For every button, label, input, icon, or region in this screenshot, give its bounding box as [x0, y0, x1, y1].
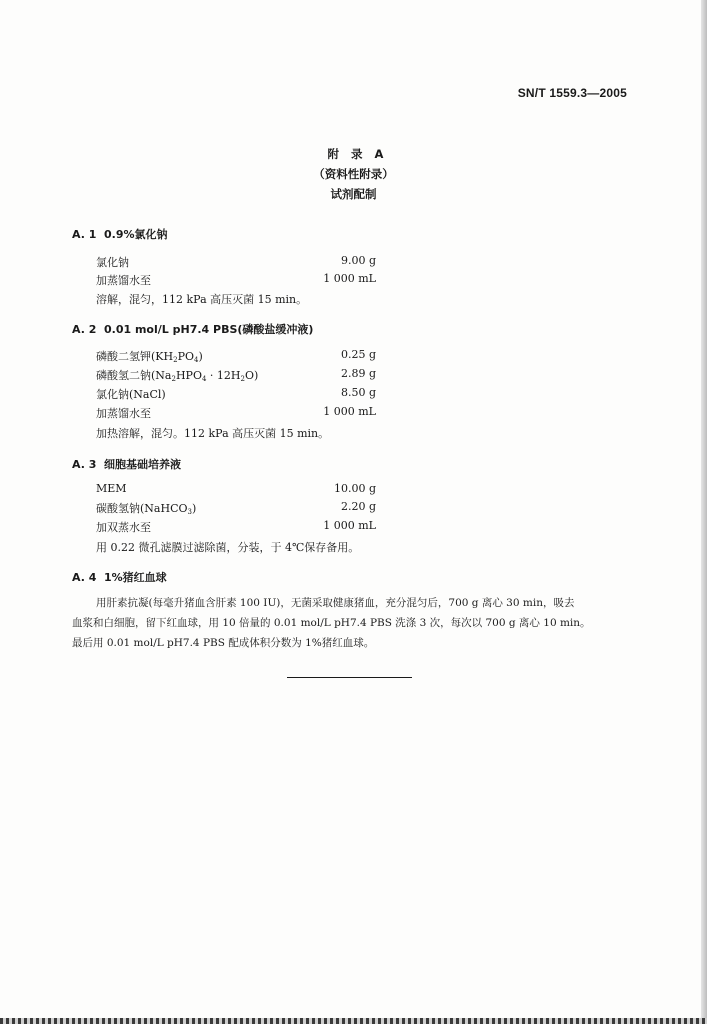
- scan-edge-bottom: [0, 1018, 707, 1024]
- end-rule: [287, 677, 412, 678]
- reagent-name: MEM: [96, 482, 127, 495]
- section-a3-heading: [72, 456, 181, 472]
- reagent-row: [96, 500, 376, 516]
- reagent-quantity: 2.89 g: [340, 367, 376, 380]
- reagent-row: [96, 272, 376, 288]
- section-a1-heading: [72, 226, 168, 242]
- section-title: 细胞基础培养液: [104, 458, 181, 471]
- annex-title: 附 录 A: [327, 147, 388, 161]
- section-number: A. 2: [72, 323, 97, 336]
- reagent-row: [96, 405, 376, 421]
- procedure-note: 溶解，混匀，112 kPa 高压灭菌 15 min。: [96, 293, 308, 306]
- reagent-row: [96, 348, 376, 364]
- reagent-quantity: 9.00 g: [340, 254, 376, 267]
- reagent-name: 碳酸氢钠(NaHCO$_3$): [96, 502, 197, 516]
- reagent-name: 氯化钠: [96, 256, 129, 269]
- reagent-name: 氯化钠(NaCl): [96, 388, 166, 401]
- section-title: 0.9%氯化钠: [104, 228, 168, 241]
- section-a4-heading: [72, 569, 167, 585]
- reagent-quantity: 1 000 mL: [323, 519, 376, 532]
- scan-edge-right: [701, 0, 707, 1024]
- reagent-name: 加蒸馏水至: [96, 274, 151, 287]
- section-title: 0.01 mol/L pH7.4 PBS(磷酸盐缓冲液): [104, 323, 314, 336]
- reagent-row: [96, 386, 376, 402]
- section-a2-heading: [72, 321, 313, 337]
- reagent-name: 加双蒸水至: [96, 521, 151, 534]
- reagent-quantity: 2.20 g: [340, 500, 376, 513]
- paragraph-line: 最后用 0.01 mol/L pH7.4 PBS 配成体积分数为 1%猪红血球。: [72, 637, 375, 649]
- reagent-row: [96, 254, 376, 270]
- reagent-name: 磷酸二氢钾$(KH_2PO_4)$: [96, 350, 203, 364]
- reagent-row: [96, 367, 376, 383]
- reagent-row: [96, 482, 376, 498]
- reagent-row: [96, 519, 376, 535]
- reagent-quantity: 10.00 g: [333, 482, 376, 495]
- section-number: A. 4: [72, 571, 97, 584]
- reagent-name: 加蒸馏水至: [96, 407, 151, 420]
- section-number: A. 3: [72, 458, 97, 471]
- standard-number: SN/T 1559.3—2005: [517, 86, 627, 100]
- procedure-note: 加热溶解，混匀。112 kPa 高压灭菌 15 min。: [96, 427, 330, 440]
- reagent-quantity: 1 000 mL: [323, 405, 376, 418]
- annex-subtitle: 试剂配制: [330, 187, 377, 201]
- section-title: 1%猪红血球: [104, 571, 167, 584]
- reagent-quantity: 0.25 g: [340, 348, 376, 361]
- paragraph-line: 血浆和白细胞，留下红血球，用 10 倍量的 0.01 mol/L pH7.4 PBS 洗涤 3 次，每次以 700 g 离心 10 min。: [72, 617, 591, 629]
- paragraph-line: 用肝素抗凝(每毫升猪血含肝素 100 IU)，无菌采取健康猪血，充分混匀后，700 g 离心 30 min，吸去: [96, 597, 575, 609]
- section-number: A. 1: [72, 228, 97, 241]
- procedure-paragraph: [72, 593, 632, 653]
- annex-note: （资料性附录）: [313, 167, 394, 181]
- reagent-quantity: 1 000 mL: [323, 272, 376, 285]
- reagent-name: 磷酸氢二钠$(Na_2HPO_4 \cdot 12H_2O)$: [96, 369, 259, 383]
- reagent-quantity: 8.50 g: [340, 386, 376, 399]
- procedure-note: 用 0.22 微孔滤膜过滤除菌，分装，于 4℃保存备用。: [96, 541, 360, 554]
